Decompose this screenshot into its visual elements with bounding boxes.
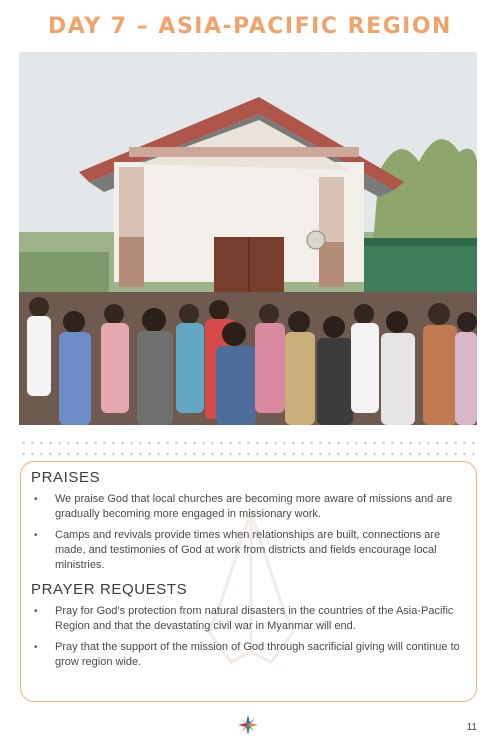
page-title: DAY 7 – ASIA-PACIFIC REGION [48,14,452,39]
prayer-request-item: • Pray for God’s protection from natural disasters in the countries of the Asia-Pacific Region and that the devastating civil war in Myanmar will end. [31,604,462,634]
praise-item: • Camps and revivals provide times when relationships are built, connections are made, and testimonies of God at work from districts and fields encourage local ministries. [31,528,462,573]
compass-logo-icon [237,714,259,736]
prayer-card [20,461,477,702]
praises-list [31,492,462,573]
dotted-divider-bottom [19,452,477,456]
prayer-request-item: • Pray that the support of the mission of God through sacrificial giving will continue to grow region wide. [31,640,462,670]
dotted-divider-top [19,441,477,445]
prayer-requests-heading: PRAYER REQUESTS [31,581,188,598]
prayer-requests-list [31,604,462,670]
page-number: 11 [466,722,477,733]
praise-item: • We praise God that local churches are becoming more aware of missions and are gradually becoming more engaged in missionary work. [31,492,462,522]
church-gathering-photo [19,52,477,425]
praises-heading: PRAISES [31,469,101,486]
